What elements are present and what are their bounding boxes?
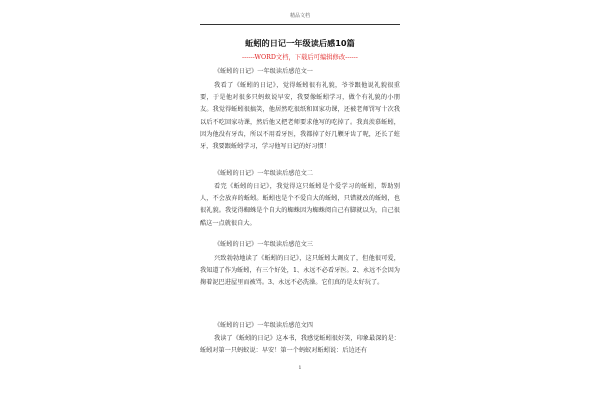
section-heading-2: 《蚯蚓的日记》一年级读后感范文二 (214, 170, 313, 177)
section-body-2: 看完《蚯蚓的日记》，我觉得这只蚯蚓是个爱学习的蚯蚓，帮助别人，不会放弃的蚯蚓。蚯蚓也是个不爱自大的蚯蚓，只错就改的蚯蚓，也很礼貌。我觉得蜘蛛是个自大的蜘蛛因为蜘蛛阅自己有脚就以为，自己很酷这一点就很自大。 (200, 183, 400, 227)
section-body-4: 我读了《蚯蚓的日记》这本书，我感觉蚯蚓很好笑，印象最深的是：蚯蚓对第一只蚂蚁说：早安！第一个蚂蚁对蚯蚓说：后边还有 (200, 335, 400, 355)
section-heading-4: 《蚯蚓的日记》一年级读后感范文四 (214, 322, 313, 329)
page-header: 精品文档 (289, 13, 310, 19)
header-divider (200, 24, 400, 25)
document-page (200, 0, 400, 400)
download-notice: ------WORD文档，下载后可编辑修改------ (242, 54, 358, 61)
section-body-1: 我看了《蚯蚓的日记》，觉得蚯蚓很有礼貌，爷爷跟他说礼貌很重要，于是他对很多只蚂蚁说早安，我要像蚯蚓学习，做个有礼貌的小朋友。我觉得蚯蚓很搞笑，他居然吃很纸和回家功课，还被老师罚写十次我以后不吃回家功课，然后他又把老师要求他写的吃掉了。我真羡慕蚯蚓，因为他没有牙齿，所以不用看牙医，我都掉了好几颗牙齿了呢，还长了蛀牙，我要跟蚯蚓学习，学习他写日记的好习惯！ (200, 82, 400, 151)
document-title: 蚯蚓的日记一年级读后感10篇 (245, 38, 355, 48)
section-heading-3: 《蚯蚓的日记》一年级读后感范文三 (214, 241, 313, 248)
section-heading-1: 《蚯蚓的日记》一年级读后感范文一 (214, 68, 313, 75)
page-number: 1 (298, 365, 302, 371)
section-body-3: 兴致勃勃地读了《蚯蚓的日记》，这只蚯蚓太调皮了，但他很可爱，我知道了作为蚯蚓，有三个好处，1、永远不必看牙医。2、永远不会因为掬着泥巴进屋里而被骂。3、永远不必洗澡。它们真的是太好玩了。 (200, 255, 400, 287)
